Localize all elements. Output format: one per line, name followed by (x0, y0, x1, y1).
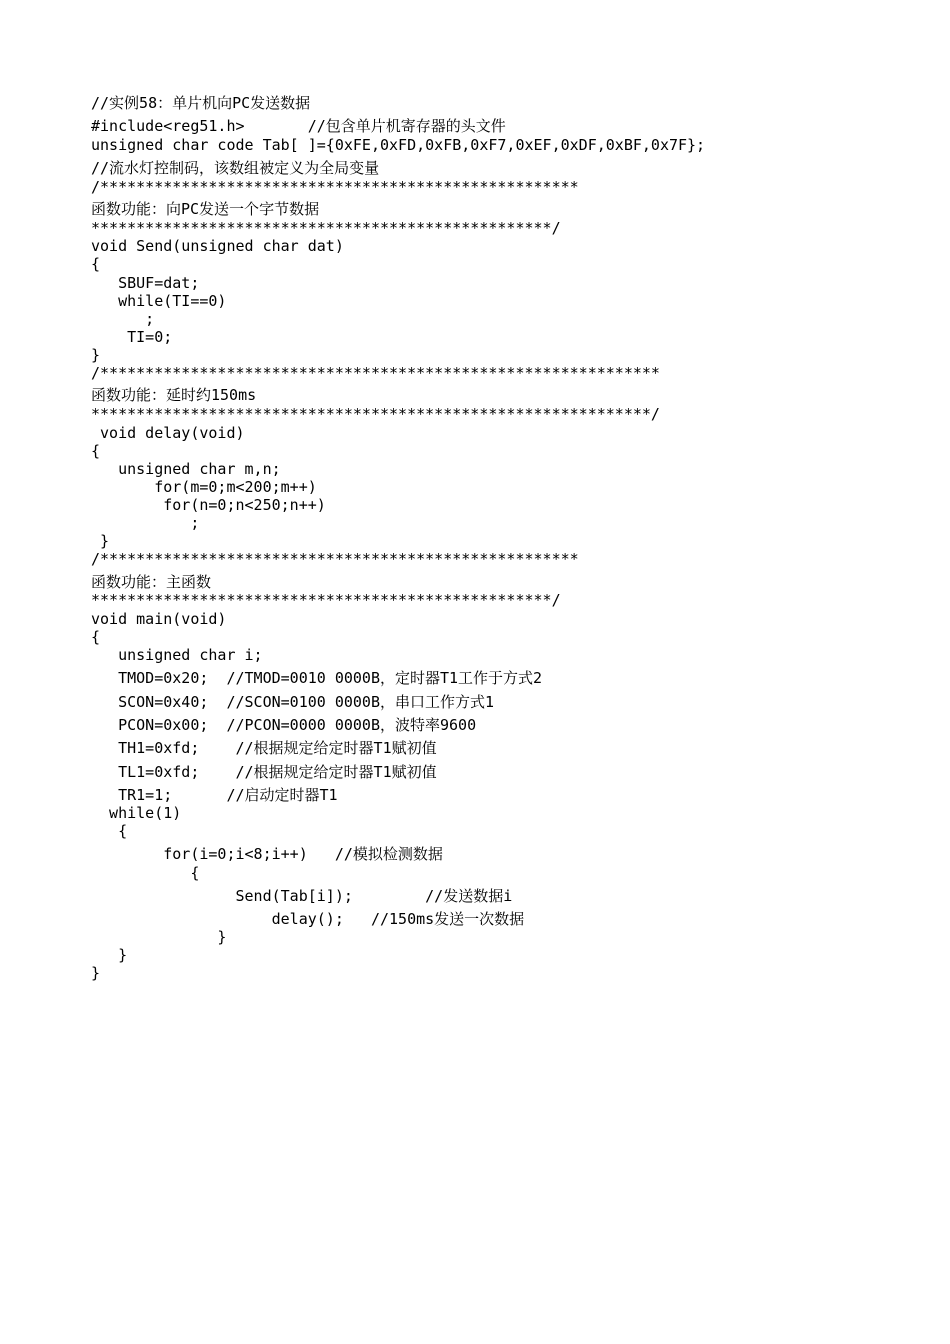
code-line: Send(Tab[i]); //发送数据i (91, 887, 513, 905)
code-line: { (91, 255, 101, 273)
code-line: unsigned char code Tab[ ]={0xFE,0xFD,0xFB,0xF7,0xEF,0xDF,0xBF,0x7F}; (91, 136, 706, 154)
code-line: } (91, 346, 101, 364)
code-line: TI=0; (91, 328, 173, 346)
code-line: { (91, 822, 128, 840)
code-line: TH1=0xfd; //根据规定给定时器T1赋初值 (91, 739, 437, 757)
code-line: } (91, 946, 128, 964)
code-line: while(1) (91, 804, 182, 822)
code-line: **************************************************************/ (91, 405, 660, 423)
code-line: { (91, 628, 101, 646)
code-line: ***************************************************/ (91, 219, 561, 237)
code-line: ; (91, 310, 155, 328)
code-line: unsigned char m,n; (91, 460, 281, 478)
code-line: void main(void) (91, 610, 227, 628)
code-line: /************************************************************** (91, 364, 660, 382)
code-line: for(m=0;m<200;m++) (91, 478, 317, 496)
code-line: /***************************************************** (91, 550, 579, 568)
code-line: TL1=0xfd; //根据规定给定时器T1赋初值 (91, 763, 437, 781)
code-line: for(i=0;i<8;i++) //模拟检测数据 (91, 845, 443, 863)
code-line: void Send(unsigned char dat) (91, 237, 344, 255)
code-line: void delay(void) (91, 424, 245, 442)
code-line: 函数功能：向PC发送一个字节数据 (91, 200, 320, 218)
code-line: #include<reg51.h> //包含单片机寄存器的头文件 (91, 117, 506, 135)
code-line: ***************************************************/ (91, 591, 561, 609)
code-line: 函数功能：延时约150ms (91, 386, 257, 404)
code-line: TR1=1; //启动定时器T1 (91, 786, 338, 804)
code-line: ; (91, 514, 200, 532)
code-line: SCON=0x40; //SCON=0100 0000B，串口工作方式1 (91, 693, 495, 711)
code-line: unsigned char i; (91, 646, 263, 664)
code-line: { (91, 442, 101, 460)
code-line: for(n=0;n<250;n++) (91, 496, 326, 514)
code-line: //流水灯控制码，该数组被定义为全局变量 (91, 159, 380, 177)
code-line: /***************************************************** (91, 178, 579, 196)
code-line: } (91, 928, 227, 946)
code-line: TMOD=0x20; //TMOD=0010 0000B，定时器T1工作于方式2 (91, 669, 543, 687)
code-line: SBUF=dat; (91, 274, 200, 292)
code-line: PCON=0x00; //PCON=0000 0000B，波特率9600 (91, 716, 477, 734)
code-line: delay(); //150ms发送一次数据 (91, 910, 525, 928)
code-line: 函数功能：主函数 (91, 573, 212, 591)
code-line: } (91, 532, 110, 550)
code-line: //实例58：单片机向PC发送数据 (91, 94, 311, 112)
code-line: { (91, 864, 200, 882)
code-line: } (91, 964, 101, 982)
code-line: while(TI==0) (91, 292, 227, 310)
